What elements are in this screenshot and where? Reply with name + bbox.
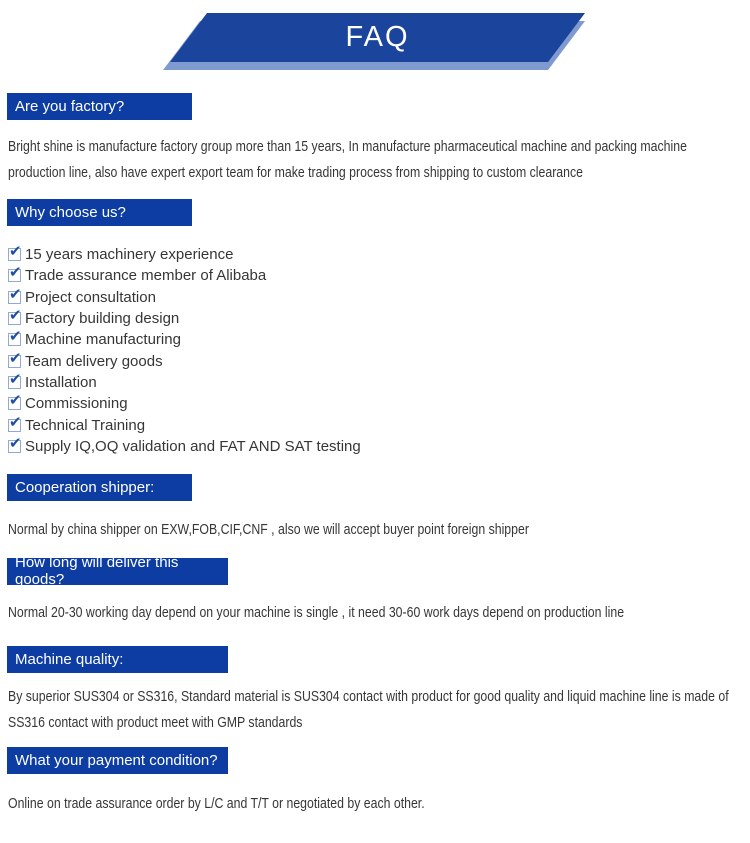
checked-checkbox-icon: ✔	[9, 284, 22, 303]
checked-checkbox-icon: ✔	[9, 306, 22, 325]
why-choose-us-checklist	[8, 244, 750, 457]
section-heading-payment-label: What your payment condition?	[15, 751, 218, 769]
checklist-item-label: Trade assurance member of Alibaba	[25, 267, 267, 285]
section-heading-shipper	[7, 474, 192, 501]
checklist-item	[8, 284, 750, 308]
checklist-item-label: Team delivery goods	[25, 352, 163, 370]
section-heading-quality-label: Machine quality:	[15, 650, 124, 668]
section-heading-quality	[7, 646, 228, 673]
checklist-item	[8, 393, 750, 414]
checklist-item	[8, 350, 750, 371]
faq-banner-title: FAQ	[345, 21, 410, 53]
section-heading-delivery-label: How long will deliver this goods?	[15, 554, 179, 589]
checklist-item-label: Factory building design	[25, 310, 180, 328]
checklist-item	[8, 244, 750, 265]
section-body-shipper: Normal by china shipper on EXW,FOB,CIF,CNF , also we will accept buyer point foreign shipper	[8, 520, 529, 538]
checked-checkbox-icon: ✔	[9, 327, 22, 346]
checklist-item-label: Commissioning	[25, 395, 128, 413]
section-body-factory: Bright shine is manufacture factory group more than 15 years, In manufacture pharmaceutical machine and packing machine production line, also have expert export team for make trading process from shipping to custom clearance	[8, 138, 687, 181]
section-body-delivery: Normal 20-30 working day depend on your machine is single , it need 30-60 work days depend on production line	[8, 603, 625, 621]
section-heading-why-choose-us	[7, 199, 192, 226]
section-heading-delivery	[7, 554, 228, 589]
checked-checkbox-icon: ✔	[9, 348, 22, 367]
checklist-item	[8, 329, 750, 350]
section-body-payment: Online on trade assurance order by L/C and T/T or negotiated by each other.	[8, 794, 425, 812]
checked-checkbox-icon: ✔	[9, 369, 22, 388]
checked-checkbox-icon: ✔	[9, 263, 22, 282]
section-body-quality: By superior SUS304 or SS316, Standard material is SUS304 contact with product for good quality and liquid machine line is made of SS316 contact with product meet with GMP standards	[8, 687, 729, 731]
section-heading-why-choose-us-label: Why choose us?	[15, 204, 126, 221]
checklist-item-label: Technical Training	[25, 416, 146, 434]
section-heading-shipper-label: Cooperation shipper:	[15, 478, 155, 496]
checklist-item-label: Supply IQ,OQ validation and FAT AND SAT testing	[25, 437, 361, 455]
checklist-item	[8, 369, 750, 393]
checklist-item	[8, 308, 750, 329]
checked-checkbox-icon: ✔	[9, 412, 22, 431]
checklist-item	[8, 265, 750, 286]
checklist-item-label: 15 years machinery experience	[25, 246, 234, 264]
section-heading-factory-label: Are you factory?	[15, 98, 125, 115]
checklist-item	[8, 433, 750, 457]
checklist-item-label: Installation	[25, 373, 97, 391]
section-heading-payment	[7, 747, 228, 774]
checklist-item-label: Machine manufacturing	[25, 331, 181, 349]
checked-checkbox-icon: ✔	[9, 391, 22, 410]
section-heading-factory	[7, 93, 192, 120]
checklist-item	[8, 414, 750, 435]
checked-checkbox-icon: ✔	[9, 433, 22, 452]
faq-banner	[0, 0, 750, 80]
checked-checkbox-icon: ✔	[9, 242, 22, 261]
checklist-item-label: Project consultation	[25, 288, 156, 306]
